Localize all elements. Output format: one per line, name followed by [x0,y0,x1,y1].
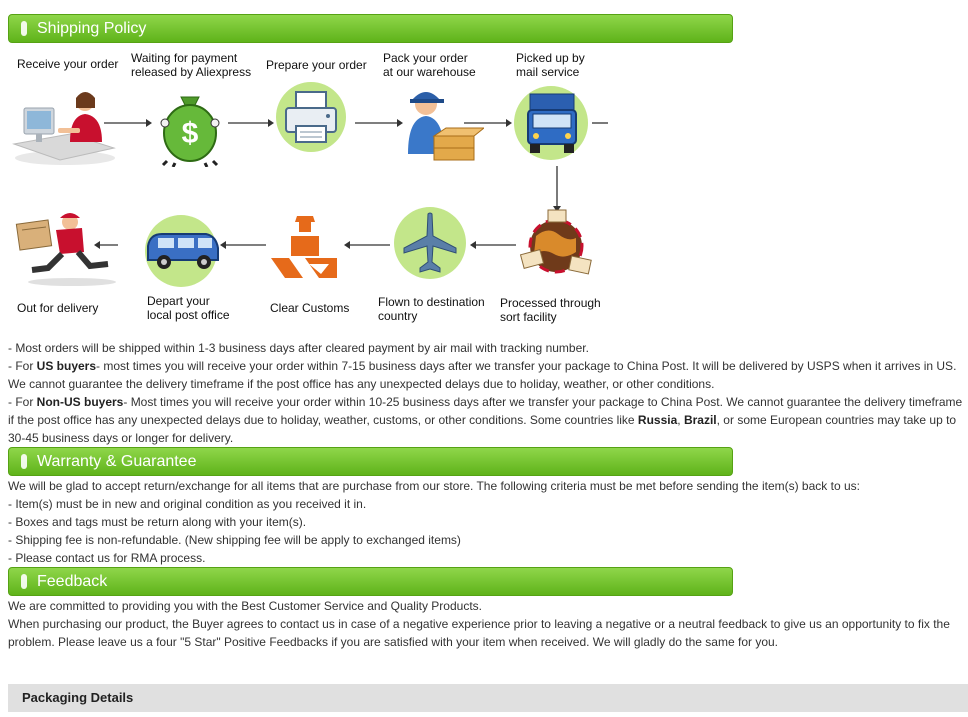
warranty-line: - Item(s) must be in new and original condition as you received it in. [8,497,367,511]
arrow-left-icon [220,240,266,250]
van-icon [144,228,222,274]
arrow-down-icon [552,166,562,212]
shipping-policy-title: Shipping Policy [37,20,147,37]
warranty-line: We will be glad to accept return/exchange for all items that are purchase from our store. The following criteria must be met before sending the item(s) back to us: [8,479,860,493]
svg-text:$: $ [181,117,199,150]
warranty-header [8,447,733,476]
feedback-line: When purchasing our product, the Buyer agrees to contact us in case of a negative experience prior to leaving a negative or a neutral feedback to give us an opportunity to fix the problem. Please leave us a four "5 Star" Positive Feedbacks if you are satisfied with your item when received. We will gladly do the same for you. [8,617,950,649]
step-9-label: Depart your local post office [147,294,230,322]
feedback-line: We are committed to providing you with the Best Customer Service and Quality Products. [8,599,482,613]
warranty-title: Warranty & Guarantee [37,453,197,470]
header-pill-icon [21,454,27,469]
customs-officer-icon [269,214,339,280]
shipping-policy-header [8,14,733,43]
step-3-label: Prepare your order [266,58,367,72]
money-bag-icon [155,83,225,167]
step-6-label: Processed through sort facility [500,296,601,324]
arrow-tail [592,118,610,128]
feedback-title: Feedback [37,573,108,590]
step-5-label: Picked up by mail service [516,51,585,79]
globe-mail-icon [518,208,594,284]
header-pill-icon [21,21,27,36]
feedback-text [8,597,963,651]
step-2-label: Waiting for payment released by Aliexpress [131,51,252,79]
header-pill-icon [21,574,27,589]
arrow-right-icon [355,118,403,128]
arrow-left-icon [94,240,118,250]
computer-user-icon [10,86,116,166]
airplane-icon [402,212,458,274]
packaging-details-header [8,684,968,712]
warranty-line: - Please contact us for RMA process. [8,551,206,565]
step-7-label: Flown to destination country [378,295,485,323]
packaging-details-title: Packaging Details [22,690,134,705]
shipping-line-non-us: - For Non-US buyers- Most times you will receive your order within 10-25 business days after we transfer your package to China Post. We cannot guarantee the delivery timeframe if the post office has any unexpected delays due to holiday, weather, customs, or other conditions. Some countries like Russia, Brazil, or some European countries may take up to 30-45 business days or longer for delivery. [8,395,963,445]
shipping-line-us: - For US buyers- most times you will receive your order within 7-15 business days after we transfer your package to China Post. It will be delivered by USPS when it arrives in US. We cannot guarantee the delivery timeframe if the post office has any unexpected delays due to holiday, weather, or other conditions. [8,359,957,391]
feedback-header [8,567,733,596]
arrow-left-icon [470,240,516,250]
printer-icon [280,90,344,146]
arrow-left-icon [344,240,390,250]
step-10-label: Out for delivery [17,301,99,315]
step-4-label: Pack your order at our warehouse [383,51,476,79]
arrow-right-icon [464,118,512,128]
truck-icon [522,92,582,156]
arrow-right-icon [104,118,152,128]
arrow-right-icon [228,118,274,128]
step-8-label: Clear Customs [270,301,350,315]
step-1-label: Receive your order [17,57,119,71]
shipping-policy-text [8,339,963,447]
warranty-line: - Boxes and tags must be return along with your item(s). [8,515,307,529]
warranty-line: - Shipping fee is non-refundable. (New shipping fee will be apply to exchanged items) [8,533,461,547]
shipping-line-1: - Most orders will be shipped within 1-3 business days after cleared payment by air mail with tracking number. [8,341,589,355]
warranty-text [8,477,963,567]
